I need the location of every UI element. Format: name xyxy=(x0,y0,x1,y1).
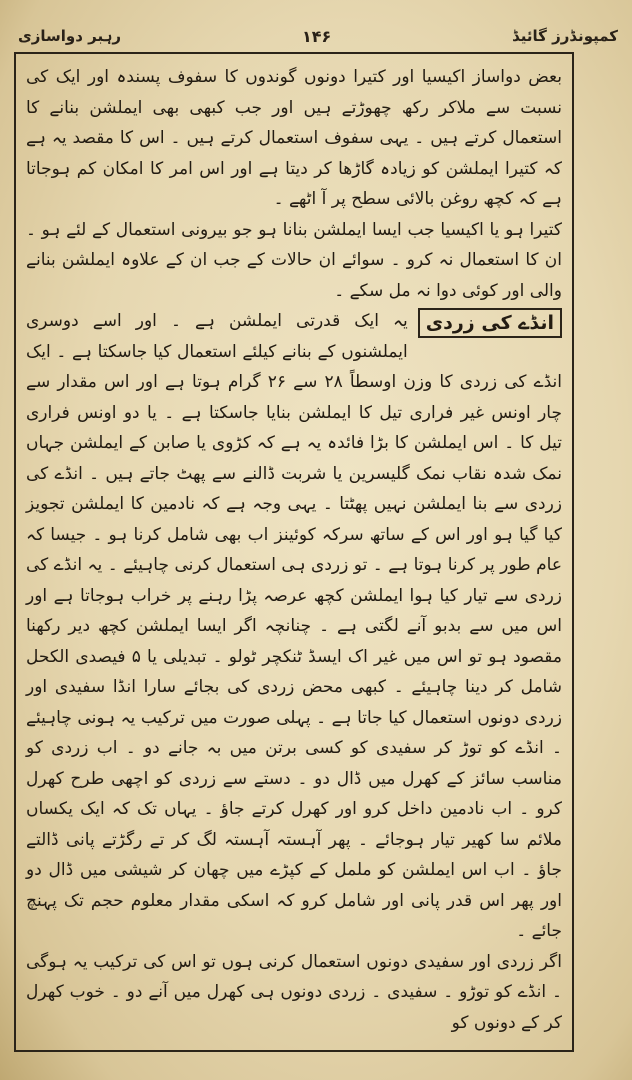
section-heading-egg-yolk: انڈے کی زردی xyxy=(418,308,562,338)
page-body-text xyxy=(26,62,562,1038)
paragraph-external-use: کتیرا ہو یا اکیسیا جب ایسا ایملشن بنانا ہو جو بیرونی استعمال کے لئے ہو ۔ ان کا استعمال نہ کرو ۔ سوائے ان حالات کے جب ان کے علاوہ ایملشن بنانے والی اور کوئی دوا نہ مل سکے ۔ xyxy=(26,219,562,301)
paragraph-yolk-and-white: اگر زردی اور سفیدی دونوں استعمال کرنی ہوں تو اس کی ترکیب یہ ہوگی ۔ انڈے کو توڑو ۔ سفیدی ۔ زردی دونوں ہی کھرل میں آنے دو ۔ خوب کھرل کر کے دونوں کو xyxy=(26,951,562,1033)
page-number: ۱۴۶ xyxy=(301,26,332,46)
header-book-title: کمپونڈرز گائیڈ xyxy=(512,27,618,45)
header-section-title: رہبر دواسازی xyxy=(18,27,122,45)
running-header xyxy=(18,22,618,50)
section-egg-yolk-body: یہ ایک قدرتی ایملشن ہے ۔ اور اسے دوسری ایملشنوں کے بنانے کیلئے استعمال کیا جاسکتا ہے ۔ ایک انڈے کی زردی کا وزن اوسطاً ۲۸ سے ۲۶ گرام ہوتا ہے اور اس مقدار سے چار اونس غیر فراری تیل کا ایملشن بنایا جاسکتا ہے ۔ یا دو اونس فراری تیل کا ۔ اس ایملشن کا بڑا فائدہ یہ ہے کہ کڑوی یا صابن کے ایملشن جہاں نمک شدہ نقاب نمک گلیسرین یا شربت ڈالنے سے پھٹ جاتے ہیں ۔ انڈے کی زردی سے بنا ایملشن نہیں پھٹتا ۔ یہی وجہ ہے کہ نادمین کا ایملشن تجویز کیا گیا ہو اور اس کے ساتھ سرکہ کوئینز اب بھی شامل کرنا ہو ۔ جیسا کہ عام طور پر کرنا ہوتا ہے ۔ تو زردی ہی استعمال کرنی چاہیئے ۔ یہ انڈے کی زردی سے تیار کیا ہوا ایملشن کچھ عرصہ پڑا رہنے پر خراب ہوجاتا ہے اور اس میں سے بدبو آنے لگتی ہے ۔ چنانچہ اگر ایسا ایملشن کچھ دیر رکھنا مقصود ہو تو اس میں غیر اک ایسڈ ٹنکچر ٹولو ۔ تبدیلی یا ۵ فیصدی الکحل شامل کر دینا چاہیئے ۔ کبھی محض زردی کی بجائے سارا انڈا سفیدی اور زردی دونوں استعمال کیا جاتا ہے ۔ پہلی صورت میں ترکیب یہ ہونی چاہیئے ۔ انڈے کو توڑ کر سفیدی کو کسی برتن میں بہ جانے دو ۔ اب زردی کو مناسب سائز کے کھرل میں ڈال دو ۔ دستے سے زردی کو اچھی طرح کھرل کرو ۔ اب نادمین داخل کرو اور کھرل کرتے جاؤ ۔ یہاں تک کہ ایک یکساں ملائم سا کھیر تیار ہوجائے ۔ پھر آہستہ آہستہ لگ کر تے رگڑتے پانی ڈالتے جاؤ ۔ اب اس ایملشن کو ململ کے کپڑے میں چھان کر شیشی میں ڈال دو اور پھر اس قدر پانی اور شامل کرو کہ اسکی مقدار معلوم حجم تک پہنچ جائے ۔ xyxy=(26,311,562,941)
section-egg-yolk xyxy=(26,306,562,947)
paragraph-gum-powders: بعض دواساز اکیسیا اور کتیرا دونوں گوندوں کا سفوف پسندہ اور ایک کی نسبت سے ملاکر رکھ چھوڑتے ہیں اور جب کبھی بھی ایملشن بنانے کا استعمال کرتے ہیں ۔ یہی سفوف استعمال کرتے ہیں ۔ اس کا مقصد یہ ہے کہ کتیرا ایملشن کو زیادہ گاڑھا کر دیتا ہے اور اس امر کا امکان کم ہوجاتا ہے کہ کچھ روغن بالائی سطح پر آ اٹھے ۔ xyxy=(26,67,562,209)
